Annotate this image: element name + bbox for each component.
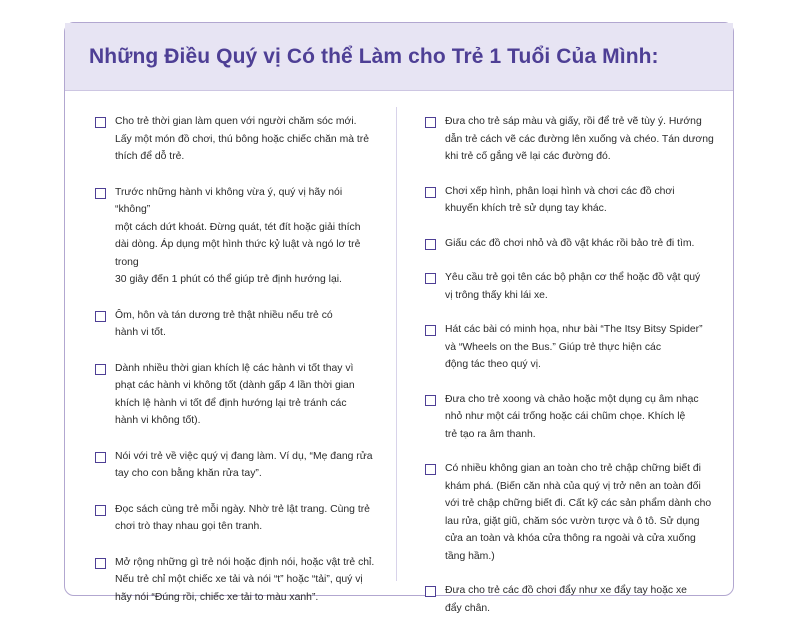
checklist-item (95, 501, 380, 536)
checklist-item (95, 554, 380, 607)
page-title: Những Điều Quý vị Có thể Làm cho Trẻ 1 Tuổi Của Mình: (89, 44, 659, 68)
checklist-item (95, 360, 380, 430)
right-column (425, 113, 717, 631)
checkbox[interactable] (425, 273, 436, 284)
checklist-item-text: Ôm, hôn và tán dương trẻ thật nhiều nếu trẻ có hành vi tốt. (115, 309, 333, 338)
checkbox[interactable] (95, 452, 106, 463)
checklist-item-text: Cho trẻ thời gian làm quen với người chăm sóc mới. Lấy một món đồ chơi, thú bông hoặc chiếc chăn mà trẻ thích để dỗ trẻ. (115, 116, 370, 162)
checklist-item-text: Dành nhiều thời gian khích lệ các hành vi tốt thay vì phạt các hành vi không tốt (dành gấp 4 lần thời gian khích lệ hành vi tốt để định hướng lại trẻ tránh các hành vi không tốt). (115, 362, 355, 426)
checklist-item-text: Mở rộng những gì trẻ nói hoặc định nói, hoặc vật trẻ chỉ. Nếu trẻ chỉ một chiếc xe tải và nói “t” hoặc “tải”, quý vị hãy nói “Đúng rồi, chiếc xe tải to màu xanh”. (115, 556, 375, 603)
checklist-item (95, 448, 380, 483)
checklist-item (425, 321, 717, 374)
checkbox[interactable] (95, 311, 106, 322)
checklist-item-text: Trước những hành vi không vừa ý, quý vị hãy nói “không” một cách dứt khoát. Đừng quát, tét đít hoặc giải thích dài dòng. Áp dụng một hình thức kỷ luật và ngó lơ trẻ trong 30 giây đến 1 phút có thể giúp trẻ định hướng lại. (115, 186, 361, 285)
checkbox[interactable] (95, 505, 106, 516)
card-header (65, 23, 733, 91)
checkbox[interactable] (425, 586, 436, 597)
checklist-item (425, 113, 717, 166)
checkbox[interactable] (95, 188, 106, 199)
checklist-item-text: Đọc sách cùng trẻ mỗi ngày. Nhờ trẻ lật trang. Cùng trẻ chơi trò thay nhau gọi tên tranh. (115, 503, 370, 532)
checkbox[interactable] (425, 117, 436, 128)
checklist-item-text: Có nhiều không gian an toàn cho trẻ chập chững biết đi khám phá. (Biến căn nhà của quý vị trở nên an toàn đối với trẻ chập chững biết đi. Cất kỹ các sản phẩm dành cho lau rửa, giặt giũ, chăm sóc vườn tược và ô tô. Sử dụng cửa an toàn và khóa cửa thông ra ngoài và cửa xuống tầng hầm.) (445, 463, 712, 562)
checklist-card (64, 22, 734, 614)
checklist-item-text: Chơi xếp hình, phân loại hình và chơi các đồ chơi khuyến khích trẻ sử dụng tay khác. (445, 185, 675, 214)
checkbox[interactable] (95, 558, 106, 569)
checkbox[interactable] (425, 187, 436, 198)
checklist-item-text: Đưa cho trẻ các đồ chơi đẩy như xe đẩy tay hoặc xe đẩy chân. (445, 585, 687, 614)
checklist-item (425, 269, 717, 304)
checkbox[interactable] (425, 325, 436, 336)
checkbox[interactable] (425, 239, 436, 250)
checklist-item-text: Đưa cho trẻ xoong và chảo hoặc một dụng cụ âm nhạc nhỏ như một cái trống hoặc cái chũm chọe. Khích lệ trẻ tạo ra âm thanh. (445, 393, 699, 440)
checkbox[interactable] (425, 395, 436, 406)
checklist-item-text: Nói với trẻ về việc quý vị đang làm. Ví dụ, “Mẹ đang rửa tay cho con bằng khăn rửa tay”. (115, 450, 373, 479)
checklist-item (425, 183, 717, 218)
checklist-item (95, 113, 380, 166)
checklist-item-text: Hát các bài có minh họa, như bài “The Itsy Bitsy Spider” và “Wheels on the Bus.” Giúp trẻ thực hiện các động tác theo quý vị. (445, 324, 703, 370)
checklist-item (425, 235, 717, 253)
checklist-item-text: Đưa cho trẻ sáp màu và giấy, rồi để trẻ vẽ tùy ý. Hướng dẫn trẻ cách vẽ các đường lên xuống và chéo. Tán dương khi trẻ cố gắng vẽ lại các đường đó. (445, 116, 714, 162)
left-column (95, 113, 380, 620)
column-divider (396, 107, 397, 581)
checklist-item (95, 184, 380, 289)
checklist-item (425, 391, 717, 444)
checkbox[interactable] (95, 117, 106, 128)
checklist-item-text: Yêu cầu trẻ gọi tên các bộ phận cơ thể hoặc đồ vật quý vị trông thấy khi lái xe. (445, 272, 701, 301)
checklist-item (95, 307, 380, 342)
checkbox[interactable] (425, 464, 436, 475)
checklist-item (425, 460, 717, 565)
checkbox[interactable] (95, 364, 106, 375)
checklist-item-text: Giấu các đồ chơi nhỏ và đồ vật khác rồi bảo trẻ đi tìm. (445, 237, 695, 249)
checklist-item (425, 582, 717, 617)
